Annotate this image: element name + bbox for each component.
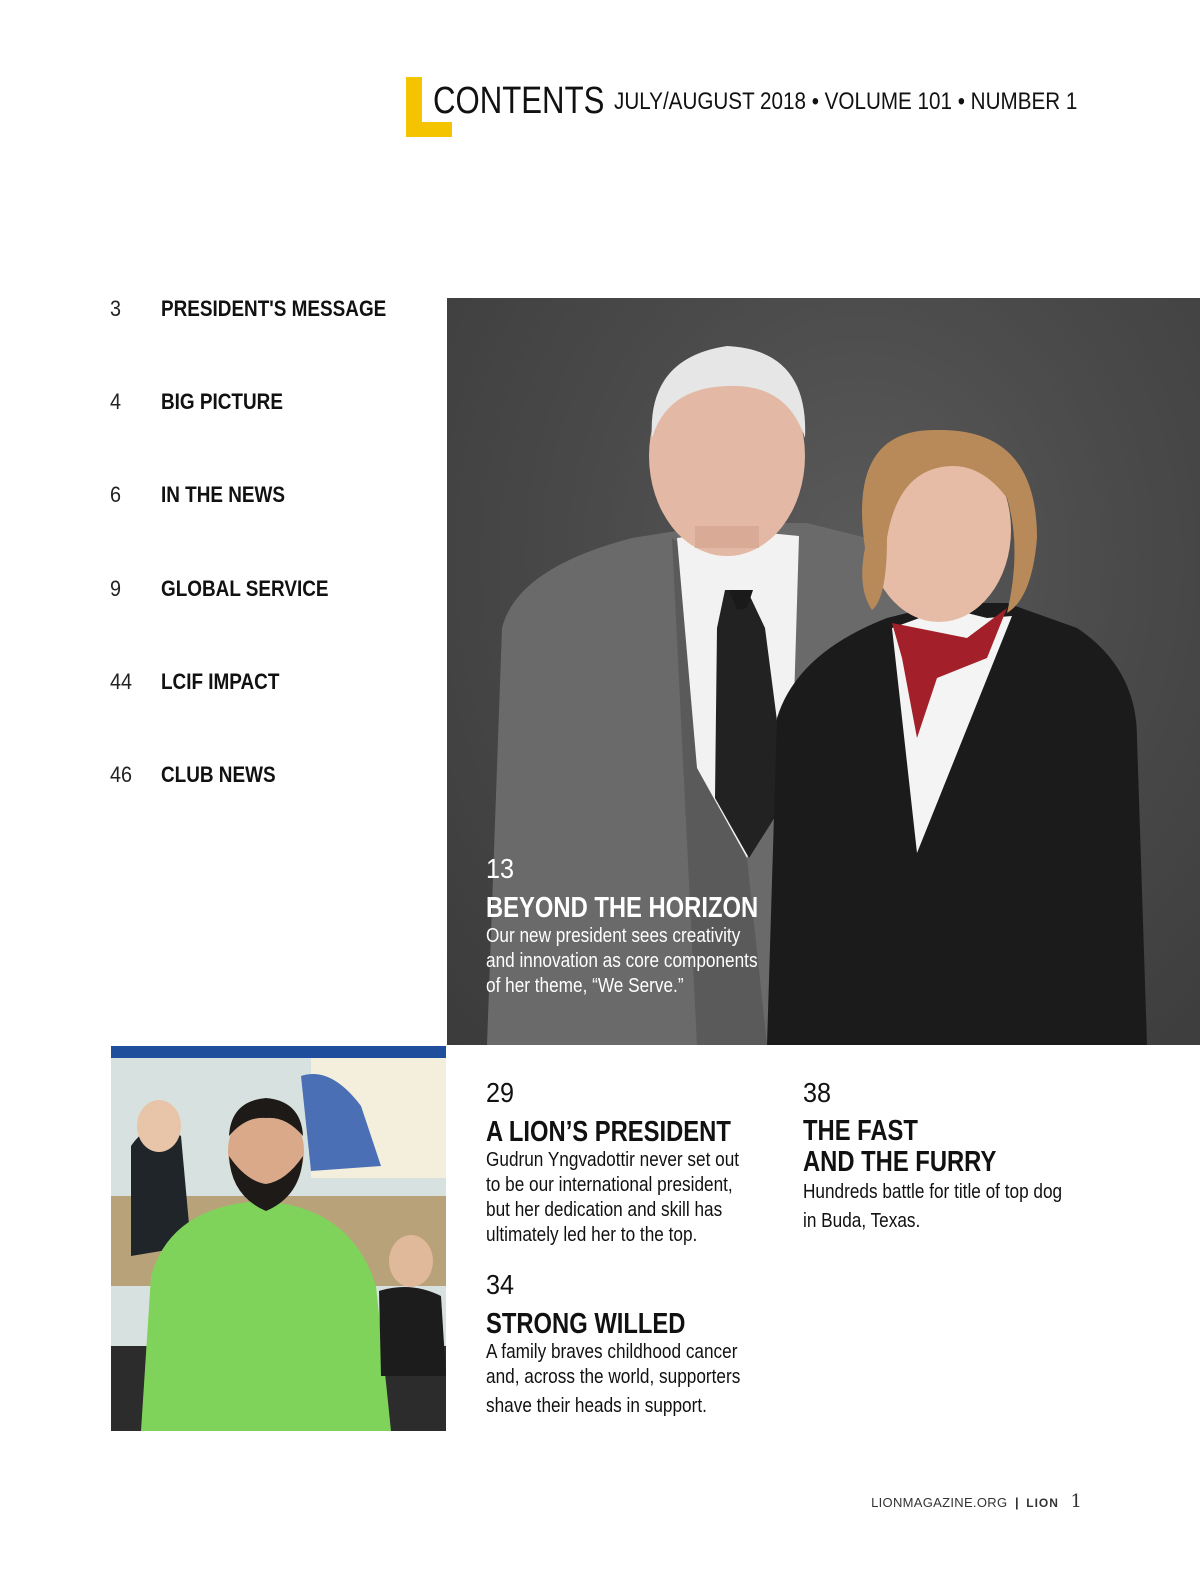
toc-page-number: 3 bbox=[110, 296, 122, 321]
toc-label: IN THE NEWS bbox=[161, 482, 286, 507]
toc-page-number: 4 bbox=[110, 389, 122, 414]
feature-page-number: 13 bbox=[486, 853, 515, 884]
footer-separator: | bbox=[1014, 1495, 1019, 1510]
toc-page-number: 44 bbox=[110, 669, 133, 694]
feature-title: BEYOND THE HORIZON bbox=[486, 892, 759, 924]
toc-label: CLUB NEWS bbox=[161, 762, 276, 787]
feature-a-lions-president[interactable] bbox=[486, 1076, 786, 1248]
feature-page-number: 34 bbox=[486, 1269, 515, 1300]
page-title: CONTENTS bbox=[433, 80, 605, 122]
toc-item-big-picture[interactable] bbox=[110, 389, 440, 419]
issue-info: JULY/AUGUST 2018 • VOLUME 101 • NUMBER 1 bbox=[614, 88, 1078, 115]
feature-page-number: 29 bbox=[486, 1077, 515, 1108]
page-footer bbox=[871, 1491, 1082, 1512]
feature-title: THE FAST AND THE FURRY bbox=[803, 1115, 997, 1178]
footer-page-number: 1 bbox=[1070, 1491, 1082, 1512]
feature-page-number: 38 bbox=[803, 1077, 832, 1108]
toc-item-lcif-impact[interactable] bbox=[110, 669, 440, 699]
toc-item-club-news[interactable] bbox=[110, 762, 440, 792]
event-photo-icon bbox=[111, 1046, 446, 1431]
feature-description: Hundreds battle for title of top dog in Buda, Texas. bbox=[803, 1181, 1063, 1232]
toc-label: BIG PICTURE bbox=[161, 389, 283, 414]
toc-item-in-the-news[interactable] bbox=[110, 482, 440, 512]
toc-item-global-service[interactable] bbox=[110, 576, 440, 606]
toc-label: LCIF IMPACT bbox=[161, 669, 280, 694]
secondary-photo bbox=[111, 1046, 446, 1431]
feature-description: A family braves childhood cancer and, across the world, supporters shave their heads in support. bbox=[486, 1341, 741, 1417]
toc-page-number: 46 bbox=[110, 762, 133, 787]
feature-strong-willed[interactable] bbox=[486, 1268, 786, 1419]
toc-item-presidents-message[interactable] bbox=[110, 296, 440, 326]
toc-label: GLOBAL SERVICE bbox=[161, 576, 329, 601]
feature-title: STRONG WILLED bbox=[486, 1308, 686, 1340]
feature-title: A LION’S PRESIDENT bbox=[486, 1116, 731, 1148]
toc-label: PRESIDENT'S MESSAGE bbox=[161, 296, 387, 321]
toc-page-number: 9 bbox=[110, 576, 122, 601]
feature-description: Gudrun Yngvadottir never set out to be our international president, but her dedication and skill has ultimately led her to the top. bbox=[486, 1149, 740, 1246]
feature-description: Our new president sees creativity and innovation as core components of her theme, “We Serve.” bbox=[486, 925, 758, 997]
feature-beyond-the-horizon[interactable] bbox=[486, 852, 806, 999]
footer-site-link[interactable]: LIONMAGAZINE.ORG bbox=[871, 1495, 1008, 1510]
feature-the-fast-and-the-furry[interactable] bbox=[803, 1076, 1123, 1234]
toc-page-number: 6 bbox=[110, 482, 122, 507]
footer-brand: LION bbox=[1026, 1496, 1059, 1510]
